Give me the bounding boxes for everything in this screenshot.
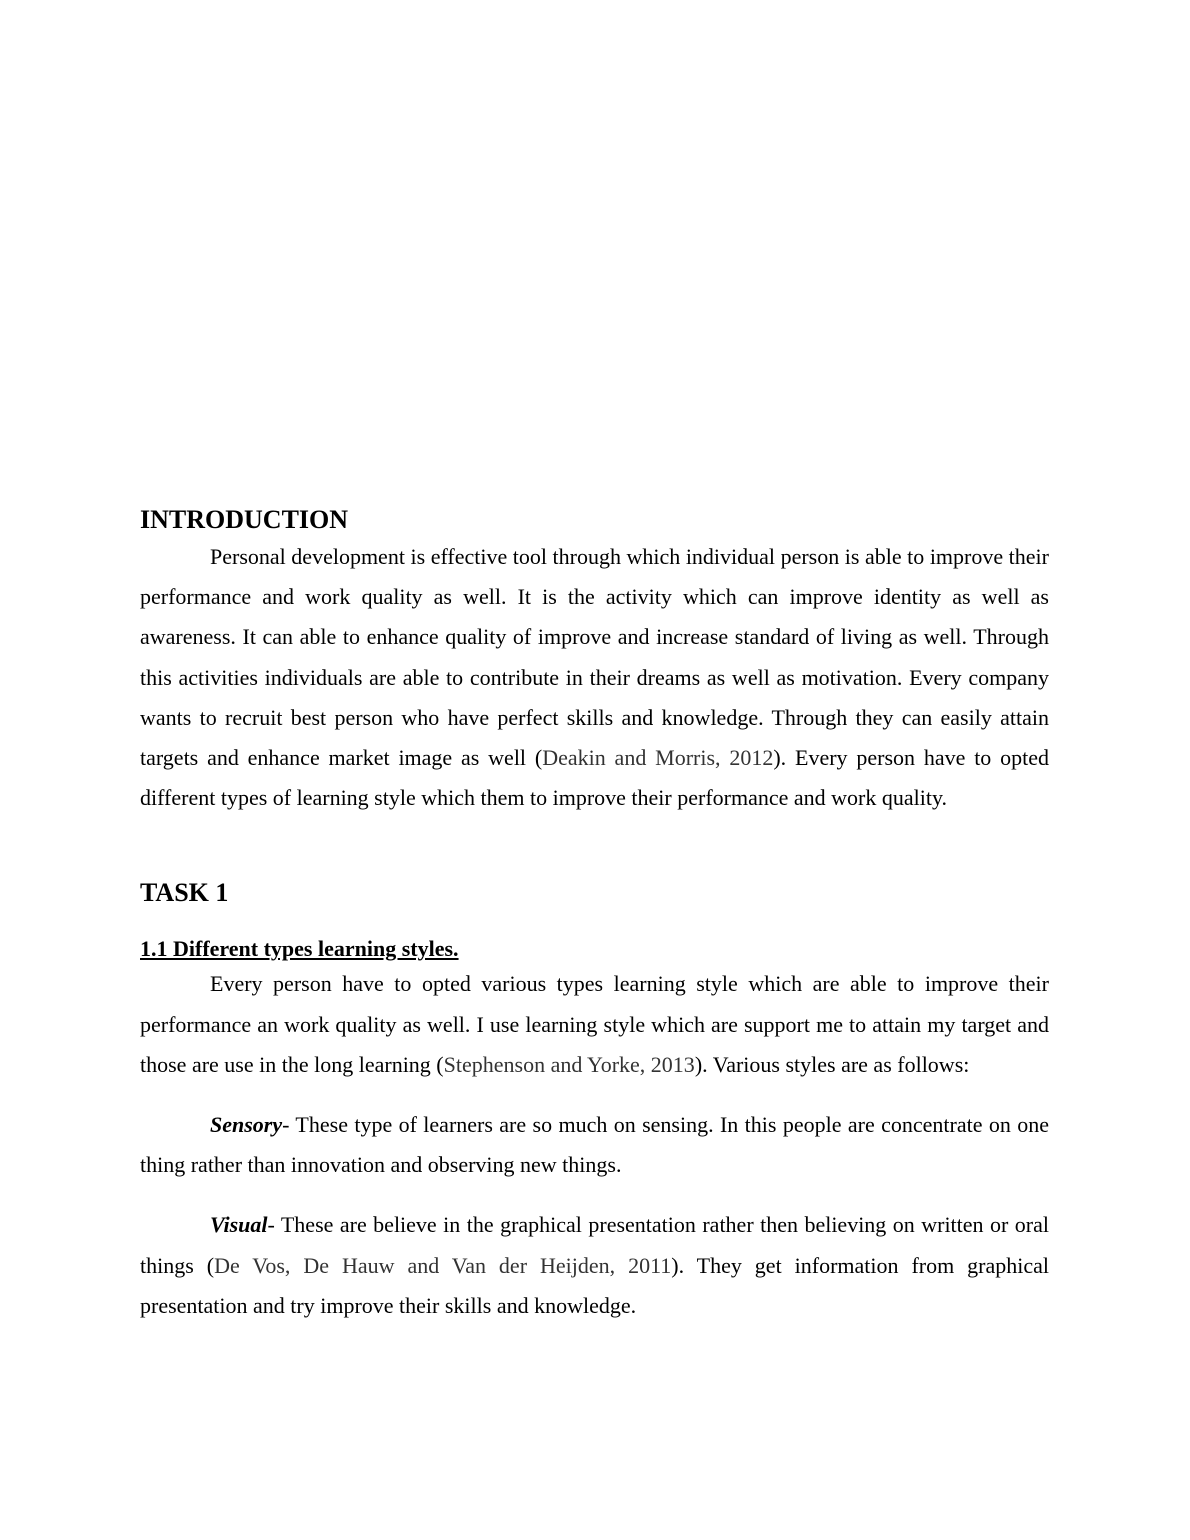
sensory-term: Sensory [210, 1112, 283, 1138]
page-content [140, 505, 1049, 1326]
learning-styles-subheading: 1.1 Different types learning styles. [140, 936, 459, 962]
visual-citation: De Vos, De Hauw and Van der Heijden, 2011 [214, 1252, 672, 1278]
introduction-citation: Deakin and Morris, 2012 [542, 745, 774, 771]
learning-styles-citation: Stephenson and Yorke, 2013 [443, 1051, 695, 1077]
task-1-heading: TASK 1 [140, 878, 229, 908]
introduction-heading: INTRODUCTION [140, 505, 349, 534]
visual-text-part-1: - These are believe in the graphical presentation rather then believing on written or oral things ( [140, 1212, 1049, 1278]
sensory-text: - These type of learners are so much on sensing. In this people are concentrate on one thing rather than innovation and observing new things. [140, 1112, 1049, 1178]
introduction-text-part-1: Personal development is effective tool through which individual person is able to improve their performance and work quality as well. It is the activity which can improve identity as well as awareness. It can able to enhance quality of improve and increase standard of living as well. Through this activities individuals are able to contribute in their dreams as well as motivation. Every company wants to recruit best person who have perfect skills and knowledge. Through they can easily attain targets and enhance market image as well ( [140, 544, 1049, 771]
visual-paragraph [140, 1205, 1049, 1326]
introduction-text-part-2: ). Every person have to opted different types of learning style which them to improve their performance and work quality. [140, 745, 1050, 811]
learning-styles-paragraph [140, 964, 1049, 1085]
visual-term: Visual [210, 1212, 268, 1238]
visual-text-part-2: ). They get information from graphical presentation and try improve their skills and knowledge. [140, 1252, 1050, 1318]
learning-styles-text-part-2: ). Various styles are as follows: [694, 1051, 970, 1077]
learning-styles-text-part-1: Every person have to opted various types learning style which are able to improve their performance an work quality as well. I use learning style which are support me to attain my target and those are use in the long learning ( [140, 971, 1049, 1077]
sensory-paragraph [140, 1105, 1049, 1185]
introduction-paragraph [140, 537, 1049, 818]
